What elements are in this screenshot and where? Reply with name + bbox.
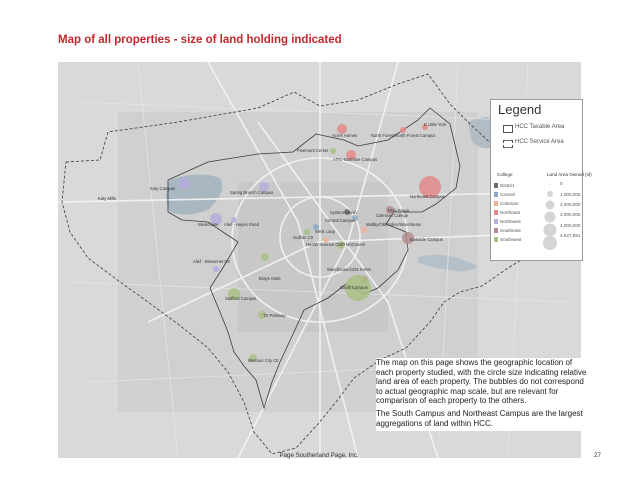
- bubble-alief-bissonnet: [213, 266, 219, 272]
- legend-area-label: HCC Service Area: [515, 139, 564, 145]
- description-paragraph: The map on this page shows the geographic location of each property studied, with the circle size indicating relative land area of each property. The bubbles do not correspond to actual geographic map scale, but are relevant for comparison of each property to the others.: [376, 358, 587, 406]
- map-label: Coleman College: [376, 213, 409, 218]
- college-swatch: [494, 219, 498, 224]
- map-label: Katy Campus: [150, 186, 176, 191]
- map-label: Maltby/Old Police/Warehouse: [366, 222, 422, 227]
- map-label: Alief - Hayes Road: [224, 222, 259, 227]
- legend-size-label: 2,000,000: [560, 202, 581, 207]
- map-label: Northeast Campus: [410, 194, 445, 199]
- legend-college-item: Northeast: [500, 210, 520, 215]
- service-area-swatch: [503, 140, 513, 148]
- map-label: Spring Branch Campus: [230, 190, 274, 195]
- legend-college-item: Northwest: [500, 219, 521, 224]
- legend-size-label: 4,000,000: [560, 223, 581, 228]
- map-label: Stafford Campus: [225, 296, 257, 301]
- legend-college-item: Southeast: [500, 228, 521, 233]
- map-label: TX Parkway: [263, 313, 286, 318]
- bubble-coleman: [361, 227, 367, 233]
- legend-college-item: Central: [500, 192, 515, 197]
- map-label: Katy Mills: [98, 196, 116, 201]
- bubble-pinemont: [330, 148, 336, 154]
- legend-size-label: 1,000,000: [560, 192, 581, 197]
- map-legend: [490, 99, 592, 261]
- legend-size-label: 0: [560, 181, 563, 186]
- map-label: Health Science Ctr: [306, 242, 341, 247]
- map-label: Felix Fraga: [388, 208, 409, 213]
- map-label: JP McGovern: [340, 242, 366, 247]
- legend-college-header: College: [497, 172, 513, 177]
- description-paragraph: The South Campus and Northeast Campus are the largest aggregations of land within HCC.: [376, 408, 583, 428]
- map-label: North Forest/North Forest Campus: [371, 133, 436, 138]
- legend-college-item: District: [500, 183, 514, 188]
- map-label: Eastside Campus: [410, 237, 443, 242]
- page-footer: Page Southerland Page, Inc.: [279, 452, 359, 459]
- map-label: ATIC-Northline Campus: [333, 157, 378, 162]
- map-label: Warehouse/4434 Kelvin: [327, 267, 372, 272]
- legend-college-item: Southwest: [500, 237, 521, 242]
- map-label: Acres Homes: [332, 133, 358, 138]
- college-swatch: [494, 192, 498, 197]
- college-swatch: [494, 201, 498, 206]
- map-label: Westchase: [198, 222, 219, 227]
- legend-size-label: 3,000,000: [560, 212, 581, 217]
- map-label: Alief - Bissonnet Ctr: [193, 259, 231, 264]
- map-label: South Campus: [340, 285, 368, 290]
- college-swatch: [494, 228, 498, 233]
- legend-size-header: Land Area Owned (sf): [547, 172, 592, 177]
- college-swatch: [494, 210, 498, 215]
- legend-college-item: Coleman: [500, 201, 518, 206]
- map-label: Brays Oaks: [259, 276, 281, 281]
- page-title: Map of all properties - size of land holding indicated: [58, 34, 342, 46]
- bubble-katy-campus: [178, 177, 190, 189]
- map-label: Central Campus: [325, 218, 356, 223]
- page-number: 27: [594, 452, 601, 459]
- map-label: System Admin: [330, 210, 357, 215]
- taxable-area-swatch: [503, 125, 513, 133]
- size-scale-circles: [541, 180, 559, 250]
- legend-size-label: 4,627,881: [560, 233, 581, 238]
- map-label: Pinemont Center: [297, 148, 329, 153]
- map-label: Missouri City Ctr: [248, 358, 279, 363]
- legend-area-label: HCC Taxable Area: [515, 124, 565, 130]
- college-swatch: [494, 183, 498, 188]
- bubble-brays-oaks: [261, 253, 269, 261]
- college-swatch: [494, 237, 498, 242]
- map-label: Gulfton Ctr: [293, 235, 314, 240]
- map-label: E Little York: [424, 122, 447, 127]
- legend-title: Legend: [498, 102, 542, 117]
- map-label: West Loop: [315, 229, 335, 234]
- map-description: [376, 358, 588, 431]
